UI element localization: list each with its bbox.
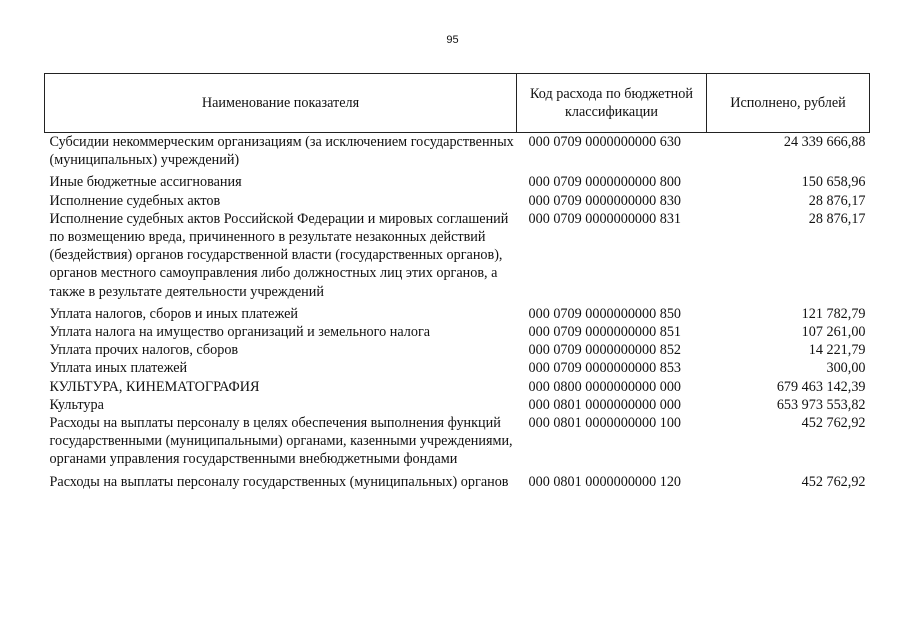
row-name: Культура <box>49 396 104 413</box>
row-name: Уплата иных платежей <box>49 360 188 377</box>
row-name: Уплата налога на имущество организаций и земельного налога <box>49 324 431 341</box>
row-code: 000 0709 0000000000 630 <box>528 134 682 150</box>
row-code: 000 0800 0000000000 000 <box>528 378 682 395</box>
row-code: 000 0709 0000000000 830 <box>528 192 682 209</box>
header-budget-code: Код расхода по бюджетной классификации <box>517 74 707 133</box>
row-amount: 653 973 553,82 <box>776 396 866 413</box>
page-number: 95 <box>446 34 459 46</box>
row-amount: 121 782,79 <box>801 305 866 322</box>
row-name: Расходы на выплаты персоналу государственных (муниципальных) органов <box>49 473 509 490</box>
table-row <box>45 192 870 210</box>
row-code: 000 0709 0000000000 852 <box>528 342 682 359</box>
row-amount: 24 339 666,88 <box>783 134 866 150</box>
row-code: 000 0801 0000000000 000 <box>528 396 682 413</box>
row-name: Расходы на выплаты персоналу в целях обеспечения выполнения функций государственными (муниципальными) органами, казенными учреждениями, органами управления государственными внебюджетными фондами <box>49 415 513 468</box>
row-name: Исполнение судебных актов <box>49 192 221 209</box>
header-executed-amount: Исполнено, рублей <box>707 74 870 133</box>
table-row <box>45 173 870 191</box>
row-amount: 452 762,92 <box>801 473 866 490</box>
row-name: Иные бюджетные ассигнования <box>49 174 242 191</box>
table-row <box>45 378 870 396</box>
table-row <box>45 133 870 174</box>
table-row <box>45 359 870 377</box>
row-amount: 150 658,96 <box>801 174 866 191</box>
row-name: Субсидии некоммерческим организациям (за исключением государственных (муниципальных) учреждений) <box>49 134 514 169</box>
row-code: 000 0709 0000000000 831 <box>528 210 682 227</box>
row-code: 000 0801 0000000000 120 <box>528 473 682 490</box>
row-code: 000 0801 0000000000 100 <box>528 415 682 432</box>
table-row <box>45 210 870 305</box>
row-name: Уплата прочих налогов, сборов <box>49 342 239 359</box>
table-row <box>45 473 870 491</box>
header-indicator-name: Наименование показателя <box>45 74 517 133</box>
row-code: 000 0709 0000000000 850 <box>528 305 682 322</box>
table-row <box>45 341 870 359</box>
row-amount: 107 261,00 <box>801 324 866 341</box>
table-row <box>45 305 870 323</box>
row-amount: 679 463 142,39 <box>776 378 866 395</box>
row-name: Уплата налогов, сборов и иных платежей <box>49 305 298 322</box>
row-amount: 28 876,17 <box>808 210 866 227</box>
table-header-row <box>45 74 870 133</box>
row-code: 000 0709 0000000000 851 <box>528 324 682 341</box>
row-amount: 300,00 <box>826 360 866 377</box>
row-name: Исполнение судебных актов Российской Федерации и мировых соглашений по возмещению вреда, причиненного в результате незаконных действий (бездействия) органов государственной власти (государственных органов), органов местного самоуправления либо должностных лиц этих органов, а также в результате деятельности учреждений <box>49 210 509 300</box>
table-row <box>45 323 870 341</box>
table-row <box>45 396 870 414</box>
row-code: 000 0709 0000000000 853 <box>528 360 682 377</box>
table-row <box>45 414 870 473</box>
budget-execution-table <box>44 73 870 491</box>
row-amount: 14 221,79 <box>808 342 866 359</box>
row-code: 000 0709 0000000000 800 <box>528 174 682 191</box>
row-name: КУЛЬТУРА, КИНЕМАТОГРАФИЯ <box>49 378 260 395</box>
row-amount: 28 876,17 <box>808 192 866 209</box>
row-amount: 452 762,92 <box>801 415 866 432</box>
